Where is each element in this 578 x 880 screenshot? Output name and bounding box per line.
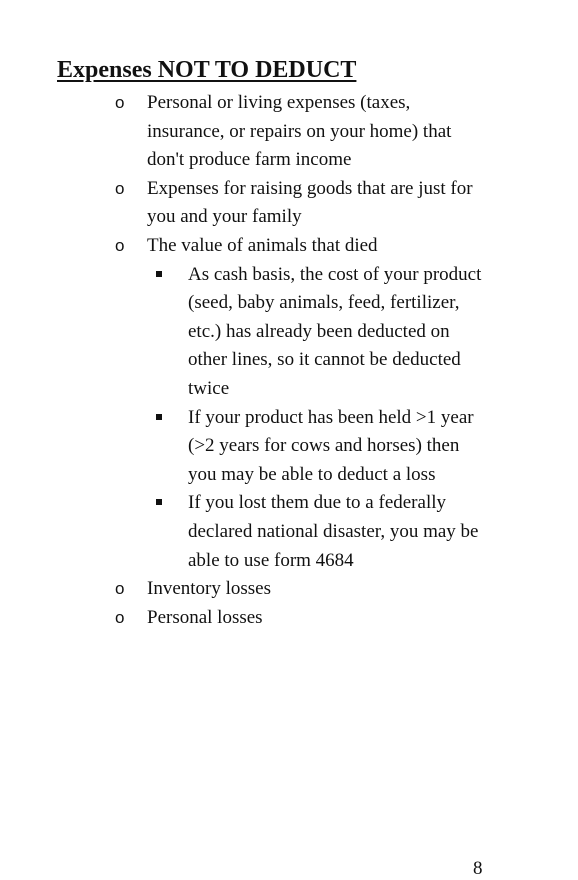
page-number: 8 <box>473 858 483 879</box>
sub-list-item-text: As cash basis, the cost of your product (seed, baby animals, feed, fertilizer, etc.) has already been deducted on other lines, so it cannot be deducted twice <box>188 263 482 399</box>
sub-list-item <box>188 404 578 490</box>
hollow-circle-bullet: o <box>115 607 125 627</box>
list-item <box>115 175 578 232</box>
list-item <box>115 89 578 175</box>
list-item-text: Personal losses <box>147 606 263 628</box>
square-bullet-icon <box>156 271 162 277</box>
sub-list-item-text: If your product has been held >1 year (>2 years for cows and horses) then you may be able to deduct a loss <box>188 406 474 485</box>
sub-list-item <box>188 489 578 575</box>
list-item <box>115 575 578 604</box>
list-item-text: Personal or living expenses (taxes, insurance, or repairs on your home) that don't produce farm income <box>147 92 452 171</box>
list-item <box>115 604 578 633</box>
sub-list <box>147 261 578 576</box>
list-item-text: Expenses for raising goods that are just for you and your family <box>147 177 473 228</box>
sub-list-item <box>188 261 578 404</box>
sub-list-item-text: If you lost them due to a federally declared national disaster, you may be able to use form 4684 <box>188 492 479 571</box>
hollow-circle-bullet: o <box>115 93 125 112</box>
page-heading: Expenses NOT TO DEDUCT <box>57 57 357 83</box>
hollow-circle-bullet: o <box>115 178 125 198</box>
list-item-text: The value of animals that died <box>147 234 378 256</box>
list-item-text: Inventory losses <box>147 578 272 600</box>
hollow-circle-bullet: o <box>115 579 125 599</box>
list-item <box>115 232 578 575</box>
square-bullet-icon <box>156 414 162 420</box>
expense-list-container <box>0 89 578 632</box>
square-bullet-icon <box>156 499 162 505</box>
expense-list <box>0 89 578 632</box>
hollow-circle-bullet: o <box>115 235 125 255</box>
